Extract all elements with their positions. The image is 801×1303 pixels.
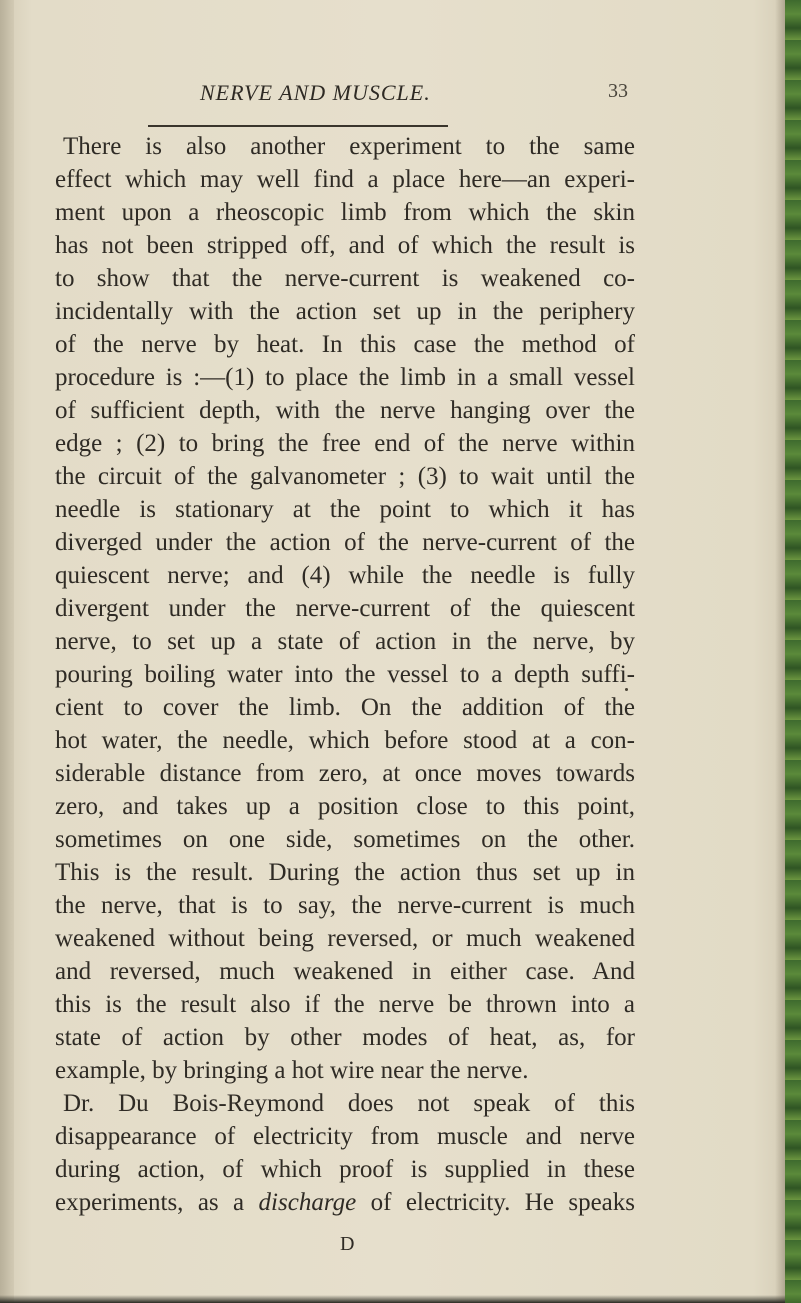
text-line: incidentally with the action set up in the periphery	[55, 298, 635, 325]
text-line: example, by bringing a hot wire near the nerve.	[55, 1057, 529, 1084]
signature-mark: D	[340, 1233, 355, 1255]
text-line: diverged under the action of the nerve-current of the	[55, 529, 635, 556]
text-line: during action, of which proof is supplied in these	[55, 1156, 635, 1183]
text-line: This is the result. During the action thus set up in	[55, 859, 635, 886]
text-line: has not been stripped off, and of which the result is	[55, 232, 635, 259]
text-line: of sufficient depth, with the nerve hanging over the	[55, 397, 635, 424]
spine-shadow	[775, 0, 785, 1303]
text-line: ment upon a rheoscopic limb from which the skin	[55, 199, 635, 226]
text-line: pouring boiling water into the vessel to a depth suffi-	[55, 661, 635, 688]
page-gutter	[0, 0, 14, 1303]
text-line: nerve, to set up a state of action in the nerve, by	[55, 628, 635, 655]
text-line: to show that the nerve-current is weakened co-	[55, 265, 635, 292]
text-line: There is also another experiment to the same	[63, 133, 635, 160]
text-line: zero, and takes up a position close to this point,	[55, 793, 635, 820]
text-line: Dr. Du Bois-Reymond does not speak of this	[63, 1090, 635, 1117]
text-line: this is the result also if the nerve be thrown into a	[55, 991, 635, 1018]
text-line: sometimes on one side, sometimes on the other.	[55, 826, 635, 853]
text-fragment: of electricity. He speaks	[356, 1189, 635, 1216]
page-number: 33	[608, 80, 628, 102]
text-line: edge ; (2) to bring the free end of the nerve within	[55, 430, 635, 457]
text-line: divergent under the nerve-current of the quiescent	[55, 595, 635, 622]
text-line: the circuit of the galvanometer ; (3) to wait until the	[55, 463, 635, 490]
text-line: state of action by other modes of heat, as, for	[55, 1024, 635, 1051]
page-bottom-shadow	[0, 1295, 785, 1303]
text-line: weakened without being reversed, or much weakened	[55, 925, 635, 952]
text-line: of the nerve by heat. In this case the method of	[55, 331, 635, 358]
text-line: and reversed, much weakened in either case. And	[55, 958, 635, 985]
text-line: siderable distance from zero, at once moves towards	[55, 760, 635, 787]
book-cover-edge	[785, 0, 801, 1303]
text-line: quiescent nerve; and (4) while the needle is fully	[55, 562, 635, 589]
text-line: the nerve, that is to say, the nerve-current is much	[55, 892, 635, 919]
paper-speck	[625, 688, 628, 691]
emphasized-word: discharge	[258, 1189, 357, 1216]
running-head: NERVE AND MUSCLE.	[200, 80, 431, 105]
header-rule	[148, 125, 448, 127]
text-line: cient to cover the limb. On the addition of the	[55, 694, 635, 721]
text-line: effect which may well find a place here—an experi-	[55, 166, 635, 193]
text-line: needle is stationary at the point to which it has	[55, 496, 635, 523]
page-header	[200, 80, 628, 110]
text-line: disappearance of electricity from muscle and nerve	[55, 1123, 635, 1150]
text-fragment: experiments, as a	[55, 1189, 259, 1216]
text-line: procedure is :—(1) to place the limb in a small vessel	[55, 364, 635, 391]
body-text	[55, 130, 635, 1219]
text-line-last	[55, 1186, 635, 1219]
text-line: hot water, the needle, which before stood at a con-	[55, 727, 635, 754]
